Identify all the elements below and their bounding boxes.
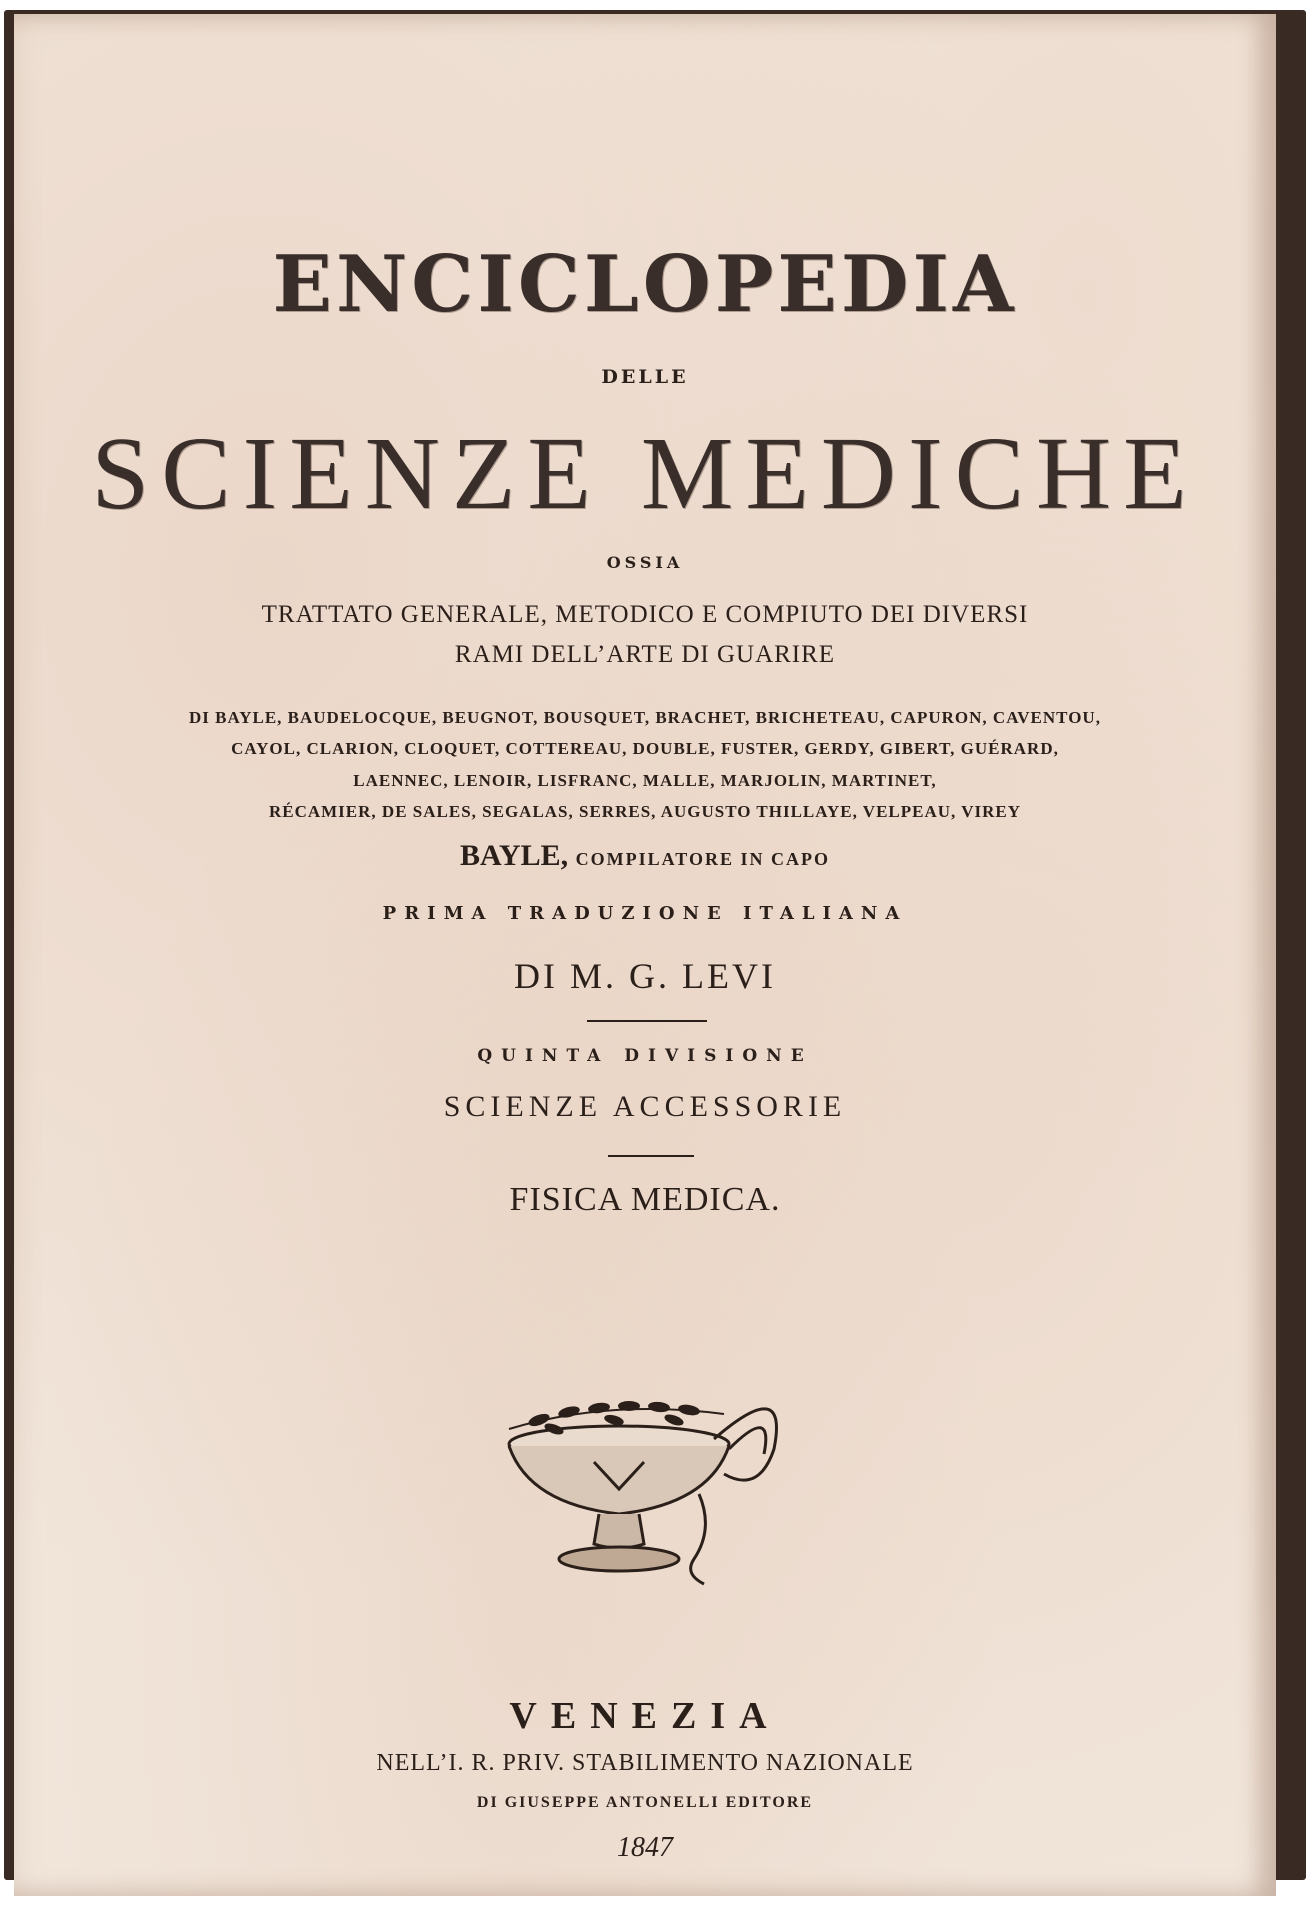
editor-name: BAYLE, <box>460 839 569 872</box>
division-label: QUINTA DIVISIONE <box>477 1046 813 1066</box>
publisher-line-2: DI GIUSEPPE ANTONELLI EDITORE <box>476 1794 814 1811</box>
lamp-vignette-icon <box>489 1354 809 1594</box>
publication-year: 1847 <box>617 1832 673 1863</box>
contributors-line-4: RÉCAMIER, DE SALES, SEGALAS, SERRES, AUGUSTO THILLAYE, VELPEAU, VIREY <box>268 802 1022 821</box>
contributors-line-1: DI BAYLE, BAUDELOCQUE, BEUGNOT, BOUSQUET, BRACHET, BRICHETEAU, CAPURON, CAVENTOU, <box>189 708 1101 727</box>
subject-title: FISICA MEDICA. <box>509 1181 781 1218</box>
contributors-line-2: CAYOL, CLARION, CLOQUET, COTTEREAU, DOUBLE, FUSTER, GERDY, GIBERT, GUÉRARD, <box>231 739 1059 758</box>
divider-rule-2 <box>608 1155 694 1157</box>
translation-note: PRIMA TRADUZIONE ITALIANA <box>382 903 908 924</box>
divider-rule-1 <box>587 1020 707 1022</box>
title-connector: DELLE <box>601 366 689 388</box>
editor-line <box>14 839 1276 873</box>
contributors-line-3: LAENNEC, LENOIR, LISFRANC, MALLE, MARJOLIN, MARTINET, <box>353 771 937 790</box>
ossia-word: OSSIA <box>606 553 684 572</box>
main-title: ENCICLOPEDIA <box>272 239 1018 330</box>
translator-name: DI M. G. LEVI <box>514 956 776 996</box>
sub-title: SCIENZE MEDICHE <box>91 416 1199 531</box>
publication-city: VENEZIA <box>509 1695 781 1737</box>
title-page <box>14 14 1276 1896</box>
section-label: SCIENZE ACCESSORIE <box>443 1090 847 1123</box>
subtitle-line-1: TRATTATO GENERALE, METODICO E COMPIUTO DEI DIVERSI <box>261 601 1029 628</box>
subtitle-line-2: RAMI DELL’ARTE DI GUARIRE <box>454 641 836 668</box>
editor-role: COMPILATORE IN CAPO <box>575 849 830 869</box>
publisher-line-1: NELL’I. R. PRIV. STABILIMENTO NAZIONALE <box>376 1750 914 1776</box>
